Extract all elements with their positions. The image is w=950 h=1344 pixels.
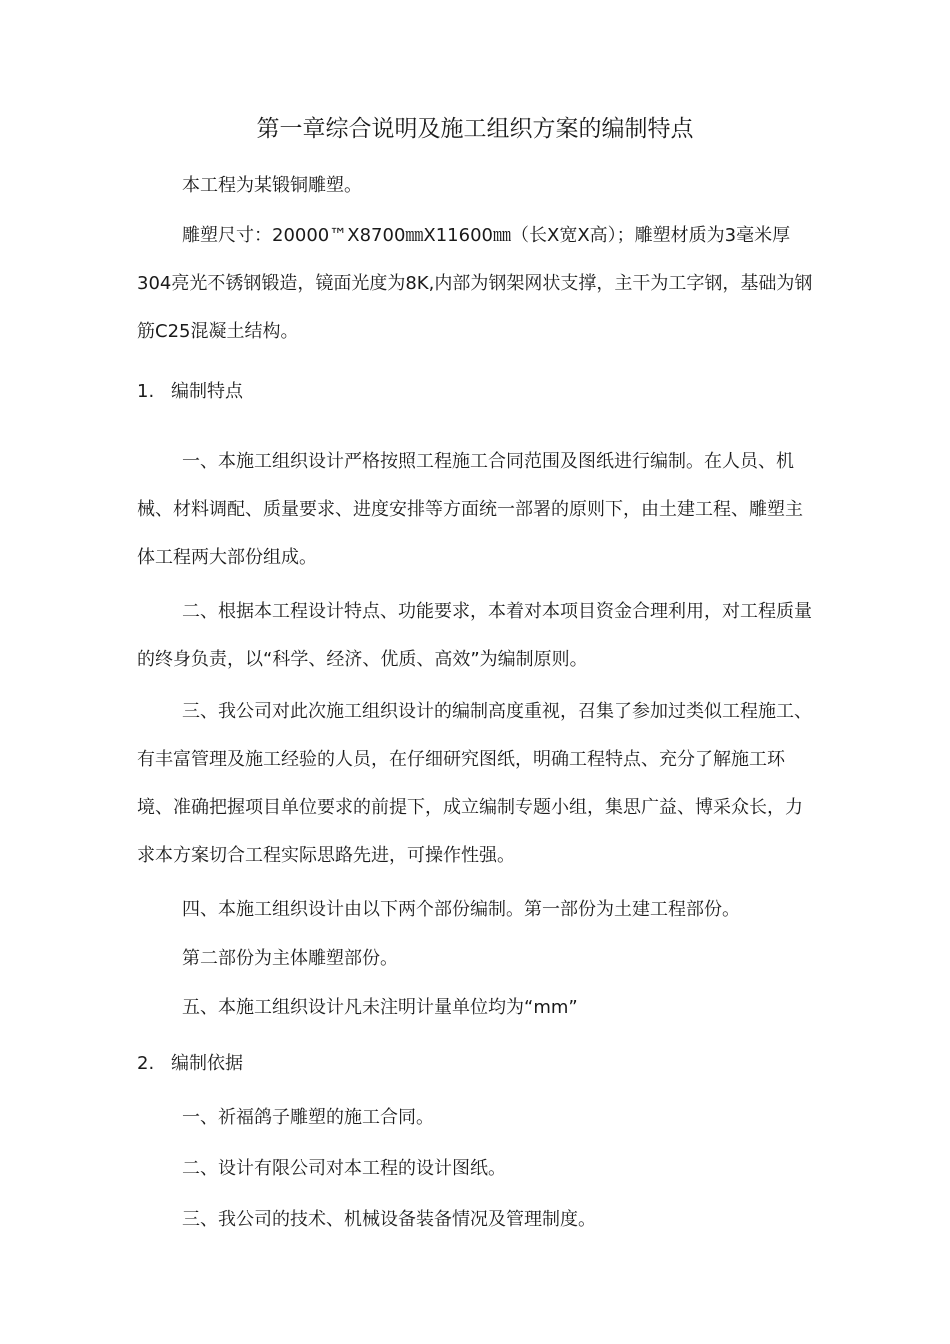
section-1-item-4: 四、本施工组织设计由以下两个部份编制。第一部份为土建工程部份。: [182, 899, 740, 920]
section-title: 编制特点: [171, 381, 243, 402]
section-1-item-5: 五、本施工组织设计凡未注明计量单位均为“mm”: [182, 997, 578, 1018]
section-2-heading: [137, 1049, 243, 1079]
section-2-item-3: 三、我公司的技术、机械设备装备情况及管理制度。: [182, 1209, 596, 1230]
section-1-item-4-continued: 第二部份为主体雕塑部份。: [182, 948, 398, 969]
spec-paragraph: 雕塑尺寸：20000™X8700㎜X11600㎜（长X宽X高）；雕塑材质为3毫米厚304亮光不锈钢锻造，镜面光度为8K,内部为钢架网状支撑，主干为工字钢，基础为钢筋C25混凝土结构。: [137, 225, 813, 342]
section-2-item-2: 二、设计有限公司对本工程的设计图纸。: [182, 1158, 506, 1179]
intro-paragraph: 本工程为某锻铜雕塑。: [182, 175, 362, 196]
section-number: 1.: [137, 381, 155, 402]
section-1-item-2: 二、根据本工程设计特点、功能要求，本着对本项目资金合理利用，对工程质量的终身负责，以“科学、经济、优质、高效”为编制原则。: [137, 601, 812, 670]
page-title: 第一章综合说明及施工组织方案的编制特点: [256, 116, 694, 142]
section-title: 编制依据: [171, 1053, 243, 1074]
section-1-item-3: 三、我公司对此次施工组织设计的编制高度重视，召集了参加过类似工程施工、有丰富管理及施工经验的人员，在仔细研究图纸，明确工程特点、充分了解施工环境、准确把握项目单位要求的前提下，成立编制专题小组，集思广益、博采众长，力求本方案切合工程实际思路先进，可操作性强。: [137, 701, 812, 866]
section-1-item-1: 一、本施工组织设计严格按照工程施工合同范围及图纸进行编制。在人员、机械、材料调配、质量要求、进度安排等方面统一部署的原则下，由土建工程、雕塑主体工程两大部份组成。: [137, 451, 803, 568]
section-number: 2.: [137, 1053, 155, 1074]
section-1-heading: [137, 377, 243, 407]
section-2-item-1: 一、祈福鸽子雕塑的施工合同。: [182, 1107, 434, 1128]
